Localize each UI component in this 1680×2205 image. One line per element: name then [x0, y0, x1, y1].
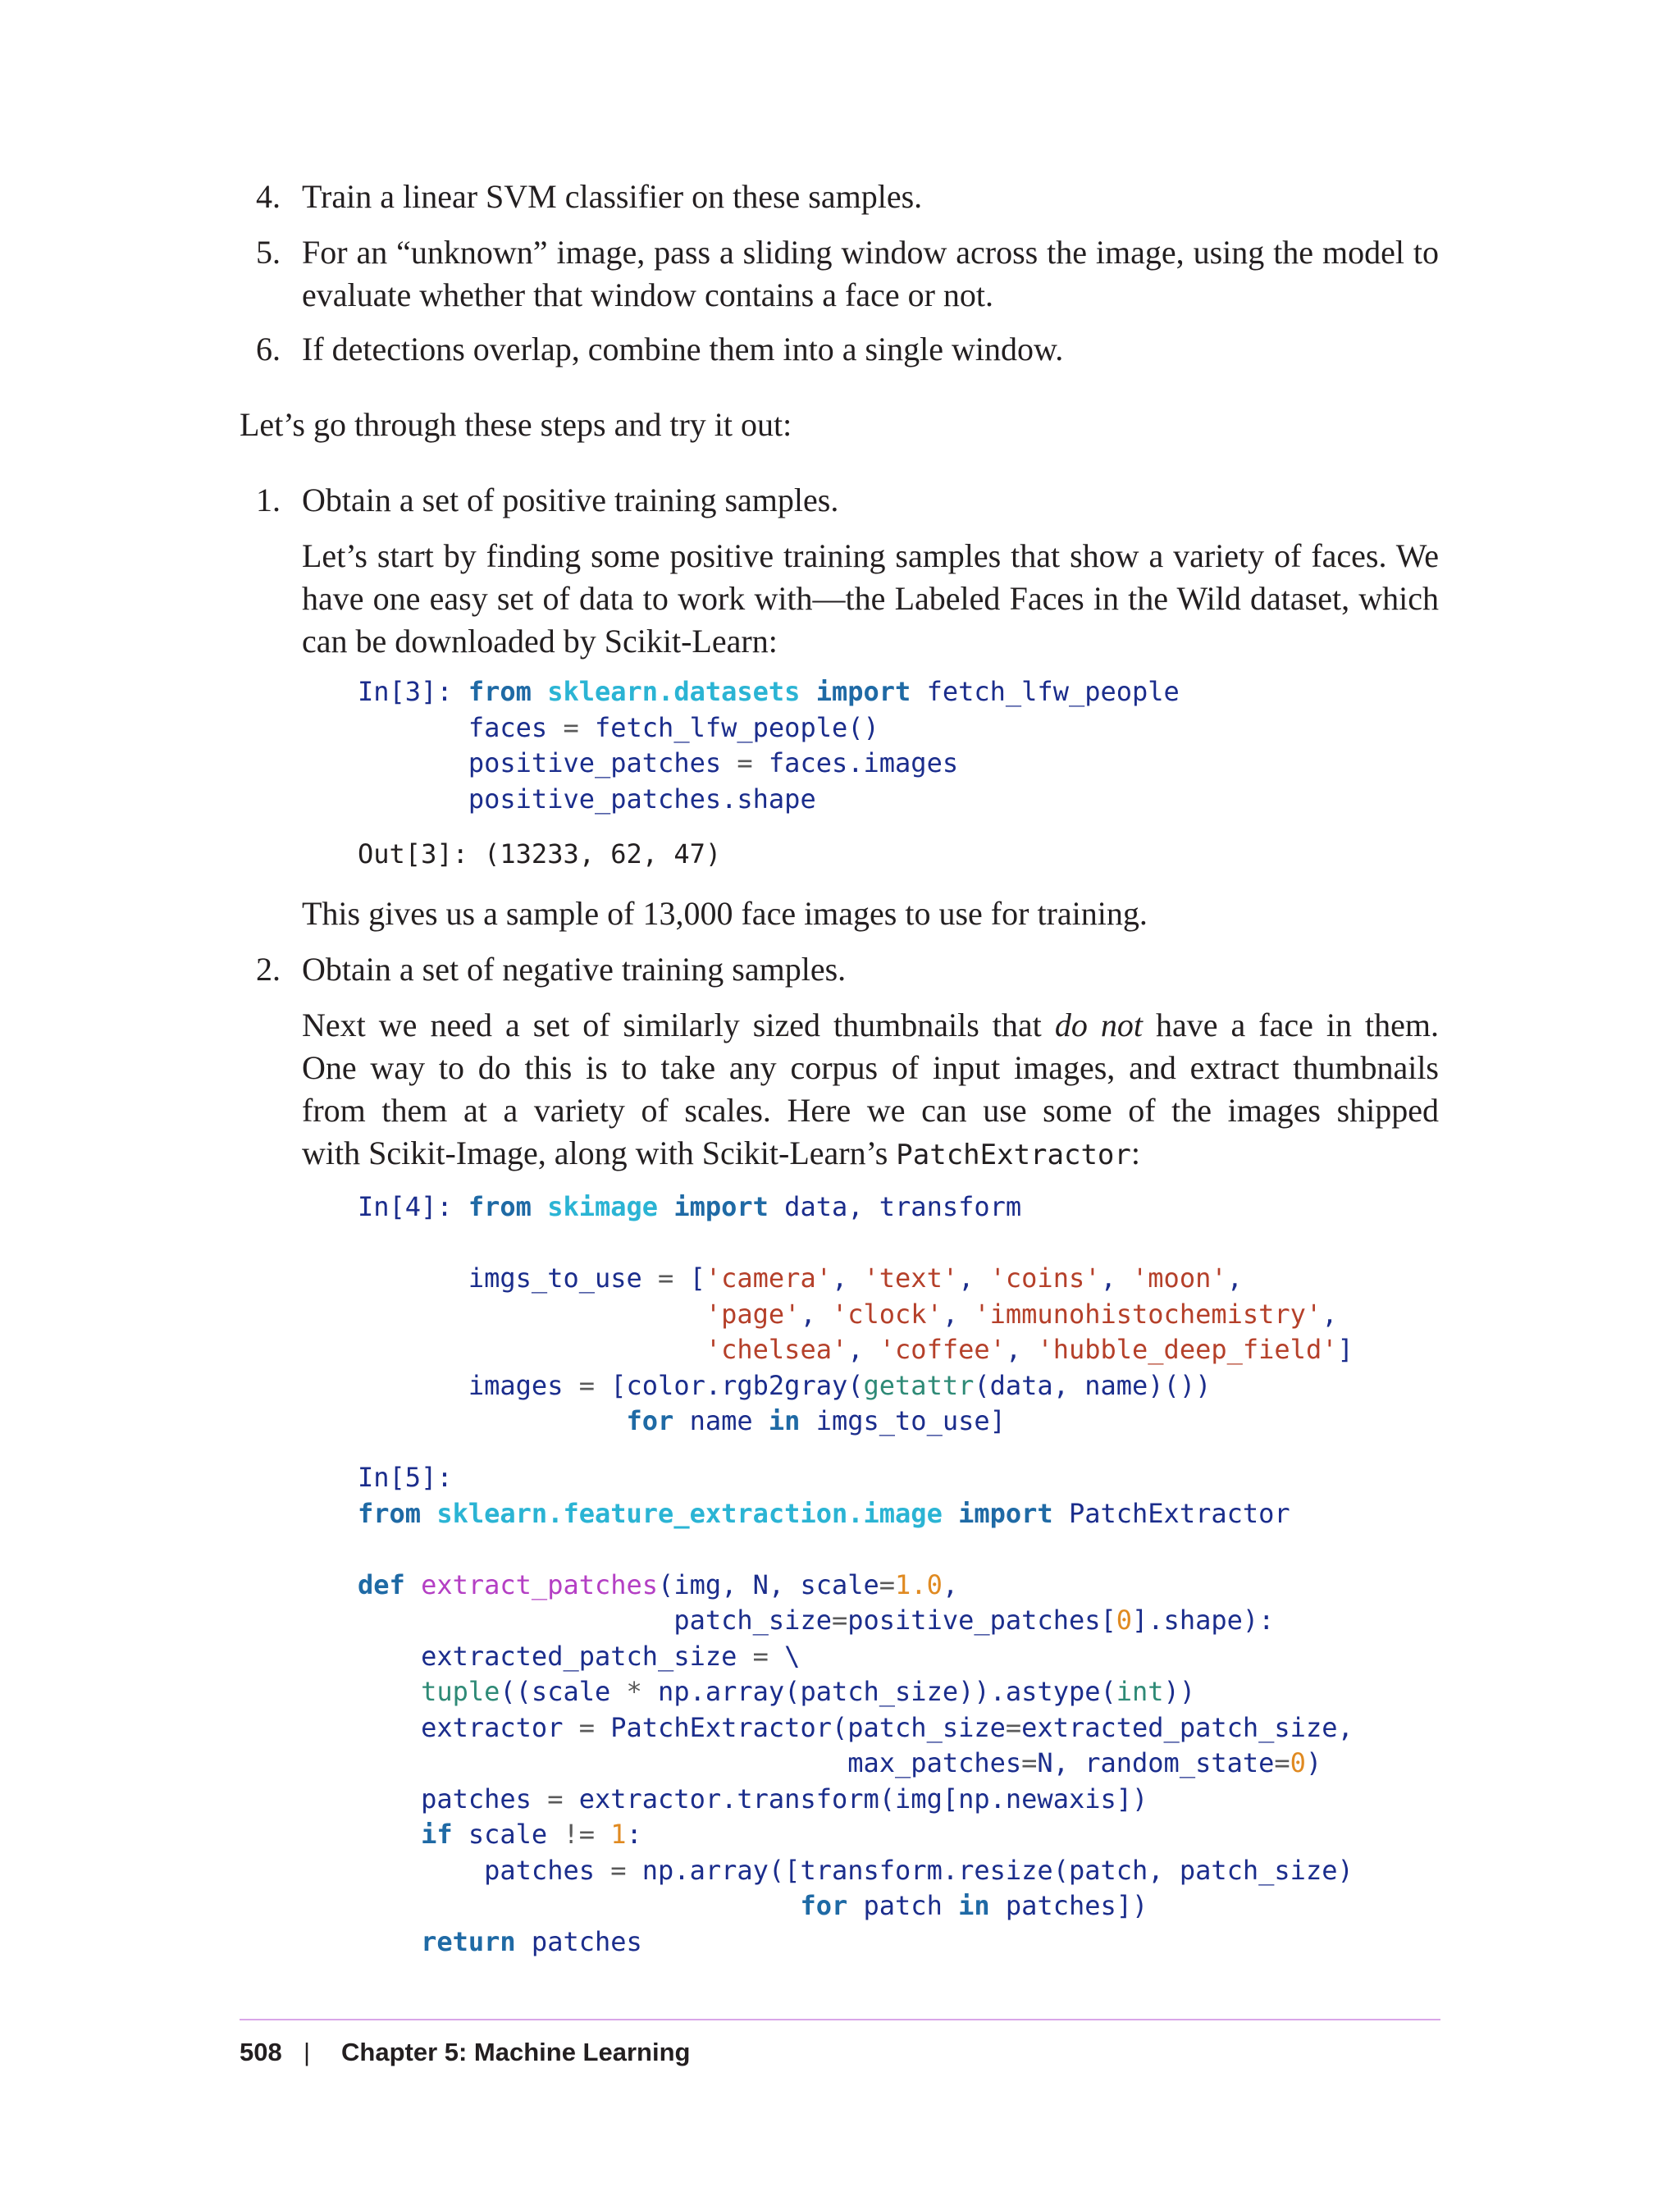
inline-code: PatchExtractor [896, 1139, 1131, 1171]
chapter-title: Chapter 5: Machine Learning [341, 2038, 691, 2066]
list-number: 5. [256, 234, 281, 271]
step-note: This gives us a sample of 13,000 face images to use for training. [302, 895, 1148, 932]
list-number: 4. [256, 178, 281, 215]
step-body: Let’s start by finding some positive training samples that show a variety of faces. We have one easy set of data to work with—the Labeled Faces in the Wild dataset, which can be downloaded by Scikit-Learn: [302, 537, 1439, 660]
step-body-line: from them at a variety of scales. Here we can use some of the images shipped [302, 1092, 1439, 1129]
list-item: If detections overlap, combine them into a single window. [302, 331, 1064, 368]
list-number: 6. [256, 331, 281, 368]
footer-rule [240, 2019, 1440, 2020]
code-cell-in3: In[3]: from sklearn.datasets import fetch_lfw_people faces = fetch_lfw_people() positive_patches = faces.images positive_patches.shape [358, 676, 1180, 815]
step-body-line: Next we need a set of similarly sized thumbnails that do not have a face in them. [302, 1007, 1440, 1043]
code-cell-in4: In[4]: from skimage import data, transform imgs_to_use = ['camera', 'text', 'coins', 'moon', 'page', 'clock', 'immunohistochemistry', 'chelsea', 'coffee', 'hubble_deep_field'] images = [color.rgb2gray(getattr(data, name)()) for name in imgs_to_use] [358, 1191, 1354, 1436]
list-item: Train a linear SVM classifier on these samples. [302, 178, 923, 215]
step-heading: Obtain a set of positive training samples. [302, 482, 839, 518]
step-body-line: One way to do this is to take any corpus of input images, and extract thumbnails [302, 1049, 1439, 1086]
page-number: 508 [240, 2038, 282, 2066]
footer-separator: | [304, 2038, 311, 2066]
list-number: 1. [256, 482, 281, 518]
list-number: 2. [256, 951, 281, 988]
step-body-line: with Scikit-Image, along with Scikit-Learn’s PatchExtractor: [302, 1134, 1140, 1171]
list-item: For an “unknown” image, pass a sliding window across the image, using the model to evaluate whether that window contains a face or not. [302, 234, 1439, 313]
intro-paragraph: Let’s go through these steps and try it out: [240, 406, 792, 443]
step-heading: Obtain a set of negative training samples. [302, 951, 847, 988]
code-output-out3: Out[3]: (13233, 62, 47) [358, 838, 722, 870]
code-cell-in5: In[5]: from sklearn.feature_extraction.image import PatchExtractor def extract_patches(img, N, scale=1.0, patch_size=positive_patches[0].shape): extracted_patch_size = \ tuple((scale * np.array(patch_size)).astype(int)) extractor = PatchExtractor(patch_size=extracted_patch_size, max_patches=N, random_state=0) patches = extractor.transform(img[np.newaxis]) if scale != 1: patches = np.array([transform.resize(patch, patch_size) for patch in patches]) return patches [358, 1462, 1354, 1957]
